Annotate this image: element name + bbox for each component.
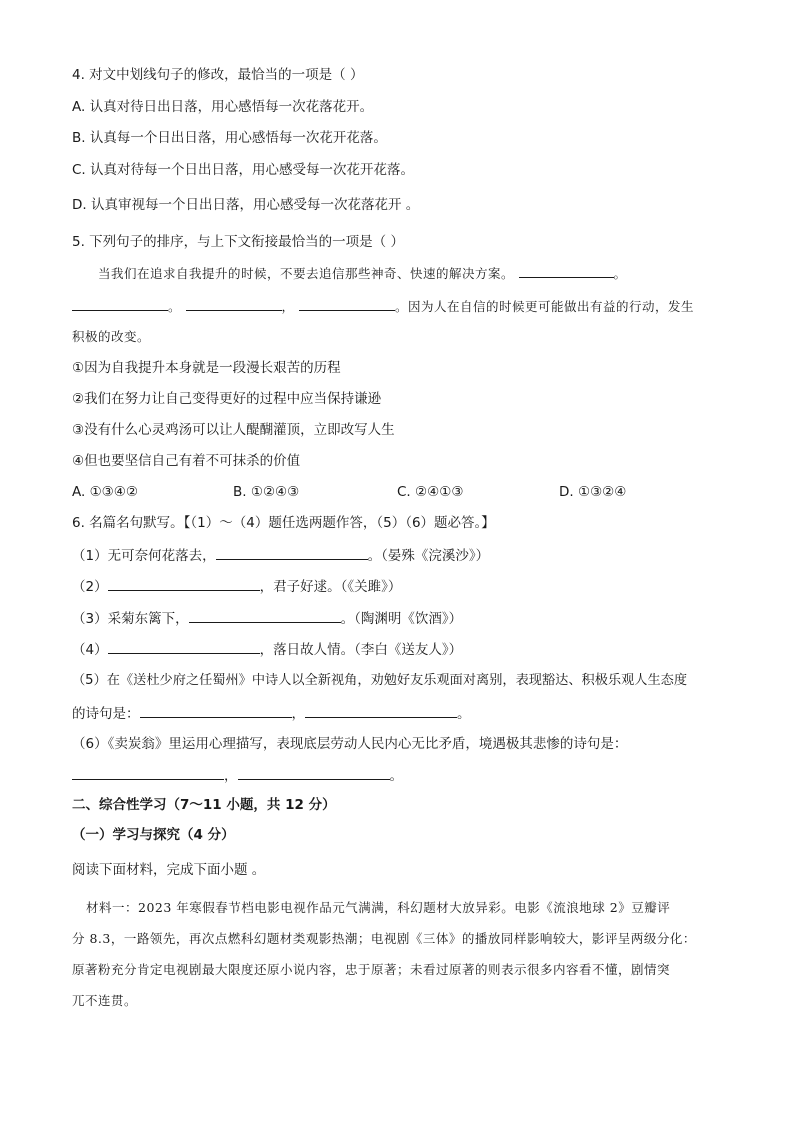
q4-option-c: C. 认真对待每一个日出日落，用心感受每一次花开花落。 [72,162,415,178]
q5-option-b: B. ①②④③ [233,484,300,500]
q6-item-6-line2 [72,765,403,786]
material-line-3: 原著粉充分肯定电视剧最大限度还原小说内容，忠于原著；未看过原著的则表示很多内容看不懂，剧情突 [72,962,671,977]
material-line-2: 分 8.3，一路领先，再次点燃科幻题材类观影热潮；电视剧《三体》的播放同样影响较大，影评呈两级分化： [72,931,696,946]
q5-sentence-3: ③没有什么心灵鸡汤可以让人醍醐灌顶，立即改写人生 [72,422,395,438]
punctuation: ， [224,768,238,784]
q5-passage-line2 [72,296,694,317]
answer-blank [238,765,390,780]
q6-item-6-line1: （6）《卖炭翁》里运用心理描写，表现底层劳动人民内心无比矛盾，境遇极其悲惨的诗句是： [72,736,628,752]
subsection-title: （一）学习与探究（4 分） [72,827,235,843]
q6-item-4 [72,639,462,660]
q4-option-a: A. 认真对待日出日落，用心感悟每一次花落花开。 [72,99,374,115]
q6-item-2 [72,576,401,597]
q5-passage-text: 当我们在追求自我提升的时候，不要去追信那些神奇、快速的解决方案。 [98,266,515,281]
q5-sentence-2: ②我们在努力让自己变得更好的过程中应当保持谦逊 [72,391,382,407]
q6-item-5-line2 [72,703,471,724]
q6-item-5-text: 的诗句是： [72,706,140,722]
punctuation: 。 [168,299,182,314]
q6-item-1 [72,545,489,566]
q4-option-d: D. 认真审视每一个日出日落，用心感受每一次花落花开 。 [72,197,420,213]
q5-sentence-4: ④但也要坚信自己有着不可抹杀的价值 [72,453,301,469]
answer-blank [189,608,341,623]
q6-item-3 [72,608,462,629]
punctuation: 。 [389,768,403,784]
q6-stem: 6. 名篇名句默写。【（1）～（4）题任选两题作答，（5）（6）题必答。】 [72,515,495,531]
q6-item-4-source: ，落日故人情。（李白《送友人》） [259,642,463,658]
q4-stem: 4. 对文中划线句子的修改，最恰当的一项是（ ） [72,67,364,83]
answer-blank [186,296,282,311]
q6-item-2-source: ，君子好逑。（《关雎》） [259,579,402,595]
q5-passage-text: 。因为人在自信的时候更可能做出有益的行动，发生 [395,299,695,314]
answer-blank [108,639,260,654]
q6-item-3-text: （3）采菊东篱下， [72,611,189,627]
section-title: 二、综合性学习（7～11 小题，共 12 分） [72,797,336,813]
q6-item-4-text: （4） [72,642,108,658]
answer-blank [216,545,368,560]
q4-option-b: B. 认真每一个日出日落，用心感悟每一次花开花落。 [72,130,387,146]
punctuation: ， [291,706,305,722]
q6-item-3-source: 。（陶渊明《饮酒》） [340,611,463,627]
q5-option-c: C. ②④①③ [397,484,464,500]
q5-passage-line1 [98,263,627,284]
material-line-4: 兀不连贯。 [72,993,138,1008]
material-line-1: 材料一：2023 年寒假春节档电影电视作品元气满满，科幻题材大放异彩。电影《流浪地球 2》豆瓣评 [86,900,671,915]
answer-blank [140,703,292,718]
q5-sentence-1: ①因为自我提升本身就是一段漫长艰苦的历程 [72,360,341,376]
q6-item-1-text: （1）无可奈何花落去， [72,548,216,564]
q5-option-a: A. ①③④② [72,484,138,500]
instruction: 阅读下面材料，完成下面小题 。 [72,862,266,878]
q5-stem: 5. 下列句子的排序，与上下文衔接最恰当的一项是（ ） [72,234,404,250]
q6-item-1-source: 。（晏殊《浣溪沙》） [367,548,490,564]
q6-item-5-line1: （5）在《送杜少府之任蜀州》中诗人以全新视角，劝勉好友乐观面对离别，表现豁达、积极乐观人生态度 [72,673,688,688]
answer-blank [299,296,395,311]
answer-blank [519,263,614,278]
answer-blank [72,765,224,780]
punctuation: 。 [457,706,471,722]
answer-blank [108,576,260,591]
answer-blank [305,703,457,718]
q6-item-2-text: （2） [72,579,108,595]
q5-passage-line3: 积极的改变。 [72,329,151,344]
q5-option-d: D. ①③②④ [559,484,627,500]
answer-blank [72,296,168,311]
punctuation: 。 [613,266,627,281]
punctuation: ， [281,299,295,314]
